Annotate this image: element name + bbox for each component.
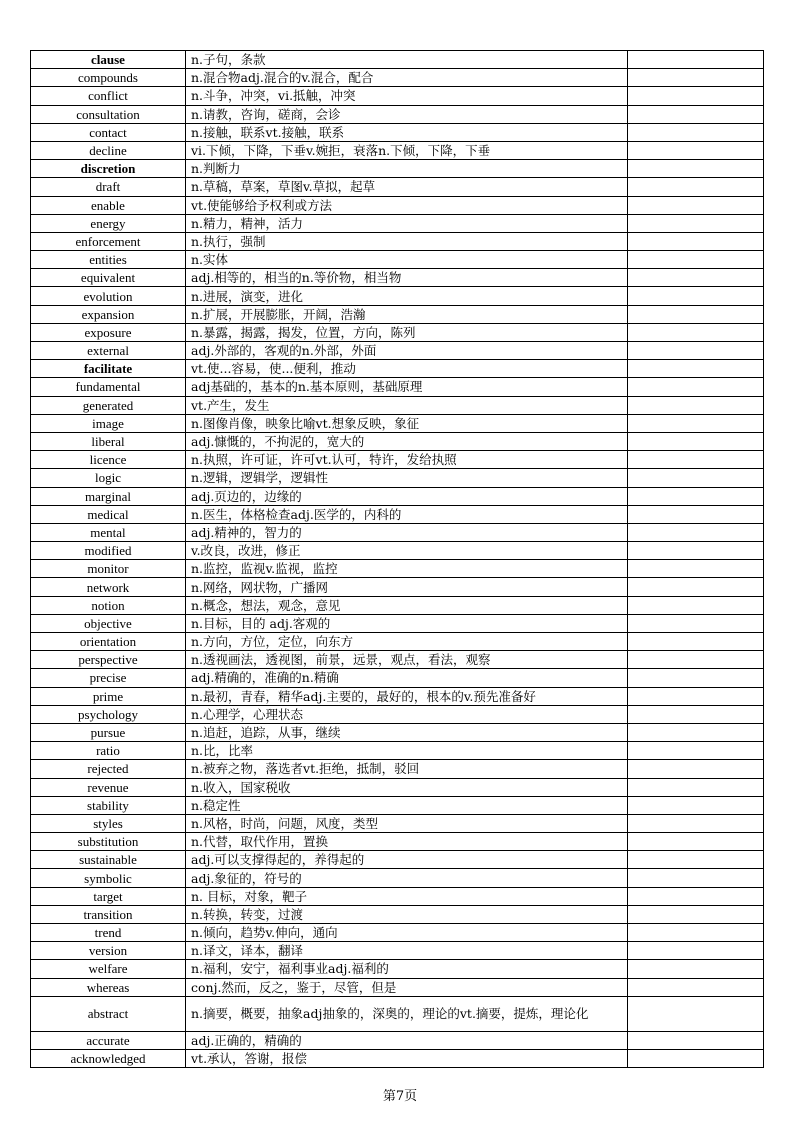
table-row xyxy=(31,87,764,105)
word-cell: compounds xyxy=(31,69,186,87)
table-row xyxy=(31,123,764,141)
meaning-cell: conj.然而，反之，鉴于，尽管，但是 xyxy=(186,978,628,996)
notes-cell xyxy=(628,560,764,578)
notes-cell xyxy=(628,287,764,305)
table-row xyxy=(31,160,764,178)
meaning-cell: n.目标，目的 adj.客观的 xyxy=(186,614,628,632)
notes-cell xyxy=(628,323,764,341)
meaning-cell: vt.产生，发生 xyxy=(186,396,628,414)
meaning-cell: n.暴露，揭露，揭发，位置，方向，陈列 xyxy=(186,323,628,341)
meaning-cell: vi.下倾，下降，下垂v.婉拒，衰落n.下倾，下降，下垂 xyxy=(186,141,628,159)
word-cell: conflict xyxy=(31,87,186,105)
word-cell: abstract xyxy=(31,996,186,1031)
meaning-cell: n.精力，精神，活力 xyxy=(186,214,628,232)
table-row xyxy=(31,1049,764,1067)
meaning-cell: vt.使能够给予权利或方法 xyxy=(186,196,628,214)
table-row xyxy=(31,287,764,305)
word-cell: network xyxy=(31,578,186,596)
table-row xyxy=(31,305,764,323)
meaning-cell: adj.相等的，相当的n.等价物，相当物 xyxy=(186,269,628,287)
meaning-cell: n.译文，译本，翻译 xyxy=(186,942,628,960)
notes-cell xyxy=(628,942,764,960)
word-cell: monitor xyxy=(31,560,186,578)
meaning-cell: n.收入，国家税收 xyxy=(186,778,628,796)
page-number: 第7页 xyxy=(382,1089,418,1104)
notes-cell xyxy=(628,851,764,869)
word-cell: acknowledged xyxy=(31,1049,186,1067)
meaning-cell: n.最初，青春，精华adj.主要的，最好的，根本的v.预先准备好 xyxy=(186,687,628,705)
table-row xyxy=(31,214,764,232)
word-cell: image xyxy=(31,414,186,432)
word-cell: whereas xyxy=(31,978,186,996)
meaning-cell: n.摘要，概要，抽象adj抽象的，深奥的，理论的vt.摘要，提炼，理论化 xyxy=(186,996,628,1031)
meaning-cell: n.比，比率 xyxy=(186,742,628,760)
table-row xyxy=(31,996,764,1031)
notes-cell xyxy=(628,833,764,851)
notes-cell xyxy=(628,905,764,923)
meaning-cell: vt.使...容易，使...便利，推动 xyxy=(186,360,628,378)
word-cell: consultation xyxy=(31,105,186,123)
notes-cell xyxy=(628,87,764,105)
notes-cell xyxy=(628,432,764,450)
notes-cell xyxy=(628,596,764,614)
word-cell: energy xyxy=(31,214,186,232)
notes-cell xyxy=(628,451,764,469)
meaning-cell: n.图像肖像，映象比喻vt.想象反映，象征 xyxy=(186,414,628,432)
word-cell: discretion xyxy=(31,160,186,178)
word-cell: rejected xyxy=(31,760,186,778)
table-row xyxy=(31,778,764,796)
word-cell: enforcement xyxy=(31,232,186,250)
table-row xyxy=(31,669,764,687)
word-cell: version xyxy=(31,942,186,960)
meaning-cell: n.进展，演变，进化 xyxy=(186,287,628,305)
table-row xyxy=(31,742,764,760)
word-cell: facilitate xyxy=(31,360,186,378)
notes-cell xyxy=(628,141,764,159)
meaning-cell: n.福利，安宁，福利事业adj.福利的 xyxy=(186,960,628,978)
table-row xyxy=(31,924,764,942)
word-cell: orientation xyxy=(31,633,186,651)
table-row xyxy=(31,323,764,341)
notes-cell xyxy=(628,542,764,560)
word-cell: external xyxy=(31,342,186,360)
table-row xyxy=(31,1031,764,1049)
notes-cell xyxy=(628,251,764,269)
meaning-cell: n.方向，方位，定位，向东方 xyxy=(186,633,628,651)
table-row xyxy=(31,505,764,523)
word-cell: precise xyxy=(31,669,186,687)
table-row xyxy=(31,451,764,469)
notes-cell xyxy=(628,960,764,978)
notes-cell xyxy=(628,996,764,1031)
notes-cell xyxy=(628,978,764,996)
word-cell: ratio xyxy=(31,742,186,760)
word-cell: revenue xyxy=(31,778,186,796)
notes-cell xyxy=(628,614,764,632)
word-cell: styles xyxy=(31,814,186,832)
word-cell: liberal xyxy=(31,432,186,450)
notes-cell xyxy=(628,305,764,323)
meaning-cell: adj.精确的，准确的n.精确 xyxy=(186,669,628,687)
meaning-cell: adj.页边的，边缘的 xyxy=(186,487,628,505)
meaning-cell: v.改良，改进，修正 xyxy=(186,542,628,560)
notes-cell xyxy=(628,123,764,141)
notes-cell xyxy=(628,796,764,814)
meaning-cell: adj.正确的，精确的 xyxy=(186,1031,628,1049)
notes-cell xyxy=(628,633,764,651)
table-row xyxy=(31,978,764,996)
word-cell: psychology xyxy=(31,705,186,723)
table-row xyxy=(31,723,764,741)
meaning-cell: n.扩展，开展膨胀，开阔，浩瀚 xyxy=(186,305,628,323)
table-row xyxy=(31,105,764,123)
meaning-cell: n.转换，转变，过渡 xyxy=(186,905,628,923)
table-row xyxy=(31,396,764,414)
notes-cell xyxy=(628,869,764,887)
word-cell: fundamental xyxy=(31,378,186,396)
notes-cell xyxy=(628,814,764,832)
word-cell: welfare xyxy=(31,960,186,978)
meaning-cell: vt.承认，答谢，报偿 xyxy=(186,1049,628,1067)
word-cell: trend xyxy=(31,924,186,942)
word-cell: accurate xyxy=(31,1031,186,1049)
meaning-cell: n.斗争，冲突，vi.抵触，冲突 xyxy=(186,87,628,105)
meaning-cell: n.监控，监视v.监视，监控 xyxy=(186,560,628,578)
meaning-cell: adj.精神的，智力的 xyxy=(186,523,628,541)
notes-cell xyxy=(628,742,764,760)
notes-cell xyxy=(628,160,764,178)
meaning-cell: n.网络，网状物，广播网 xyxy=(186,578,628,596)
meaning-cell: n.子句，条款 xyxy=(186,51,628,69)
word-cell: notion xyxy=(31,596,186,614)
meaning-cell: adj.可以支撑得起的，养得起的 xyxy=(186,851,628,869)
table-row xyxy=(31,69,764,87)
word-cell: medical xyxy=(31,505,186,523)
table-row xyxy=(31,269,764,287)
word-cell: target xyxy=(31,887,186,905)
notes-cell xyxy=(628,651,764,669)
notes-cell xyxy=(628,69,764,87)
word-cell: mental xyxy=(31,523,186,541)
word-cell: prime xyxy=(31,687,186,705)
notes-cell xyxy=(628,196,764,214)
meaning-cell: n.执照，许可证，许可vt.认可，特许，发给执照 xyxy=(186,451,628,469)
notes-cell xyxy=(628,669,764,687)
vocabulary-table-body xyxy=(31,51,764,1068)
table-row xyxy=(31,833,764,851)
notes-cell xyxy=(628,1031,764,1049)
word-cell: entities xyxy=(31,251,186,269)
meaning-cell: n.请教，咨询，磋商，会诊 xyxy=(186,105,628,123)
table-row xyxy=(31,232,764,250)
table-row xyxy=(31,487,764,505)
notes-cell xyxy=(628,887,764,905)
table-row xyxy=(31,851,764,869)
notes-cell xyxy=(628,360,764,378)
table-row xyxy=(31,414,764,432)
notes-cell xyxy=(628,1049,764,1067)
table-row xyxy=(31,651,764,669)
table-row xyxy=(31,51,764,69)
table-row xyxy=(31,342,764,360)
table-row xyxy=(31,560,764,578)
table-row xyxy=(31,614,764,632)
table-row xyxy=(31,960,764,978)
notes-cell xyxy=(628,396,764,414)
meaning-cell: n.概念，想法，观念，意见 xyxy=(186,596,628,614)
notes-cell xyxy=(628,469,764,487)
table-row xyxy=(31,887,764,905)
word-cell: marginal xyxy=(31,487,186,505)
table-row xyxy=(31,196,764,214)
table-row xyxy=(31,814,764,832)
word-cell: logic xyxy=(31,469,186,487)
word-cell: clause xyxy=(31,51,186,69)
word-cell: draft xyxy=(31,178,186,196)
table-row xyxy=(31,523,764,541)
word-cell: perspective xyxy=(31,651,186,669)
notes-cell xyxy=(628,760,764,778)
meaning-cell: adj.象征的，符号的 xyxy=(186,869,628,887)
table-row xyxy=(31,796,764,814)
word-cell: contact xyxy=(31,123,186,141)
meaning-cell: n.风格，时尚，问题，风度，类型 xyxy=(186,814,628,832)
word-cell: exposure xyxy=(31,323,186,341)
word-cell: transition xyxy=(31,905,186,923)
notes-cell xyxy=(628,51,764,69)
meaning-cell: n.执行，强制 xyxy=(186,232,628,250)
meaning-cell: n.稳定性 xyxy=(186,796,628,814)
notes-cell xyxy=(628,778,764,796)
word-cell: generated xyxy=(31,396,186,414)
table-row xyxy=(31,633,764,651)
word-cell: objective xyxy=(31,614,186,632)
table-row xyxy=(31,432,764,450)
notes-cell xyxy=(628,105,764,123)
meaning-cell: n.逻辑，逻辑学，逻辑性 xyxy=(186,469,628,487)
word-cell: expansion xyxy=(31,305,186,323)
meaning-cell: n.追赶，追踪，从事，继续 xyxy=(186,723,628,741)
meaning-cell: n.心理学，心理状态 xyxy=(186,705,628,723)
table-row xyxy=(31,905,764,923)
table-row xyxy=(31,596,764,614)
table-row xyxy=(31,251,764,269)
meaning-cell: n.透视画法，透视图，前景，远景，观点，看法，观察 xyxy=(186,651,628,669)
table-row xyxy=(31,542,764,560)
table-row xyxy=(31,378,764,396)
table-row xyxy=(31,141,764,159)
notes-cell xyxy=(628,924,764,942)
table-row xyxy=(31,687,764,705)
meaning-cell: n.代替，取代作用，置换 xyxy=(186,833,628,851)
table-row xyxy=(31,469,764,487)
word-cell: equivalent xyxy=(31,269,186,287)
notes-cell xyxy=(628,232,764,250)
notes-cell xyxy=(628,578,764,596)
table-row xyxy=(31,942,764,960)
table-row xyxy=(31,869,764,887)
meaning-cell: n.草稿，草案，草图v.草拟，起草 xyxy=(186,178,628,196)
table-row xyxy=(31,578,764,596)
vocabulary-table xyxy=(30,50,764,1068)
meaning-cell: n.接触，联系vt.接触，联系 xyxy=(186,123,628,141)
word-cell: sustainable xyxy=(31,851,186,869)
meaning-cell: n.混合物adj.混合的v.混合，配合 xyxy=(186,69,628,87)
word-cell: symbolic xyxy=(31,869,186,887)
word-cell: licence xyxy=(31,451,186,469)
table-row xyxy=(31,178,764,196)
meaning-cell: n.判断力 xyxy=(186,160,628,178)
notes-cell xyxy=(628,414,764,432)
table-row xyxy=(31,705,764,723)
table-row xyxy=(31,760,764,778)
meaning-cell: n. 目标，对象，靶子 xyxy=(186,887,628,905)
meaning-cell: adj.慷慨的，不拘泥的，宽大的 xyxy=(186,432,628,450)
notes-cell xyxy=(628,523,764,541)
word-cell: substitution xyxy=(31,833,186,851)
meaning-cell: n.医生，体格检查adj.医学的，内科的 xyxy=(186,505,628,523)
table-row xyxy=(31,360,764,378)
meaning-cell: adj.外部的，客观的n.外部，外面 xyxy=(186,342,628,360)
notes-cell xyxy=(628,705,764,723)
word-cell: pursue xyxy=(31,723,186,741)
meaning-cell: n.倾向，趋势v.伸向，通向 xyxy=(186,924,628,942)
notes-cell xyxy=(628,342,764,360)
word-cell: modified xyxy=(31,542,186,560)
word-cell: evolution xyxy=(31,287,186,305)
meaning-cell: adj基础的，基本的n.基本原则，基础原理 xyxy=(186,378,628,396)
notes-cell xyxy=(628,178,764,196)
notes-cell xyxy=(628,269,764,287)
notes-cell xyxy=(628,723,764,741)
word-cell: enable xyxy=(31,196,186,214)
notes-cell xyxy=(628,487,764,505)
notes-cell xyxy=(628,505,764,523)
meaning-cell: n.实体 xyxy=(186,251,628,269)
word-cell: decline xyxy=(31,141,186,159)
meaning-cell: n.被弃之物，落选者vt.拒绝，抵制，驳回 xyxy=(186,760,628,778)
word-cell: stability xyxy=(31,796,186,814)
notes-cell xyxy=(628,687,764,705)
notes-cell xyxy=(628,214,764,232)
notes-cell xyxy=(628,378,764,396)
